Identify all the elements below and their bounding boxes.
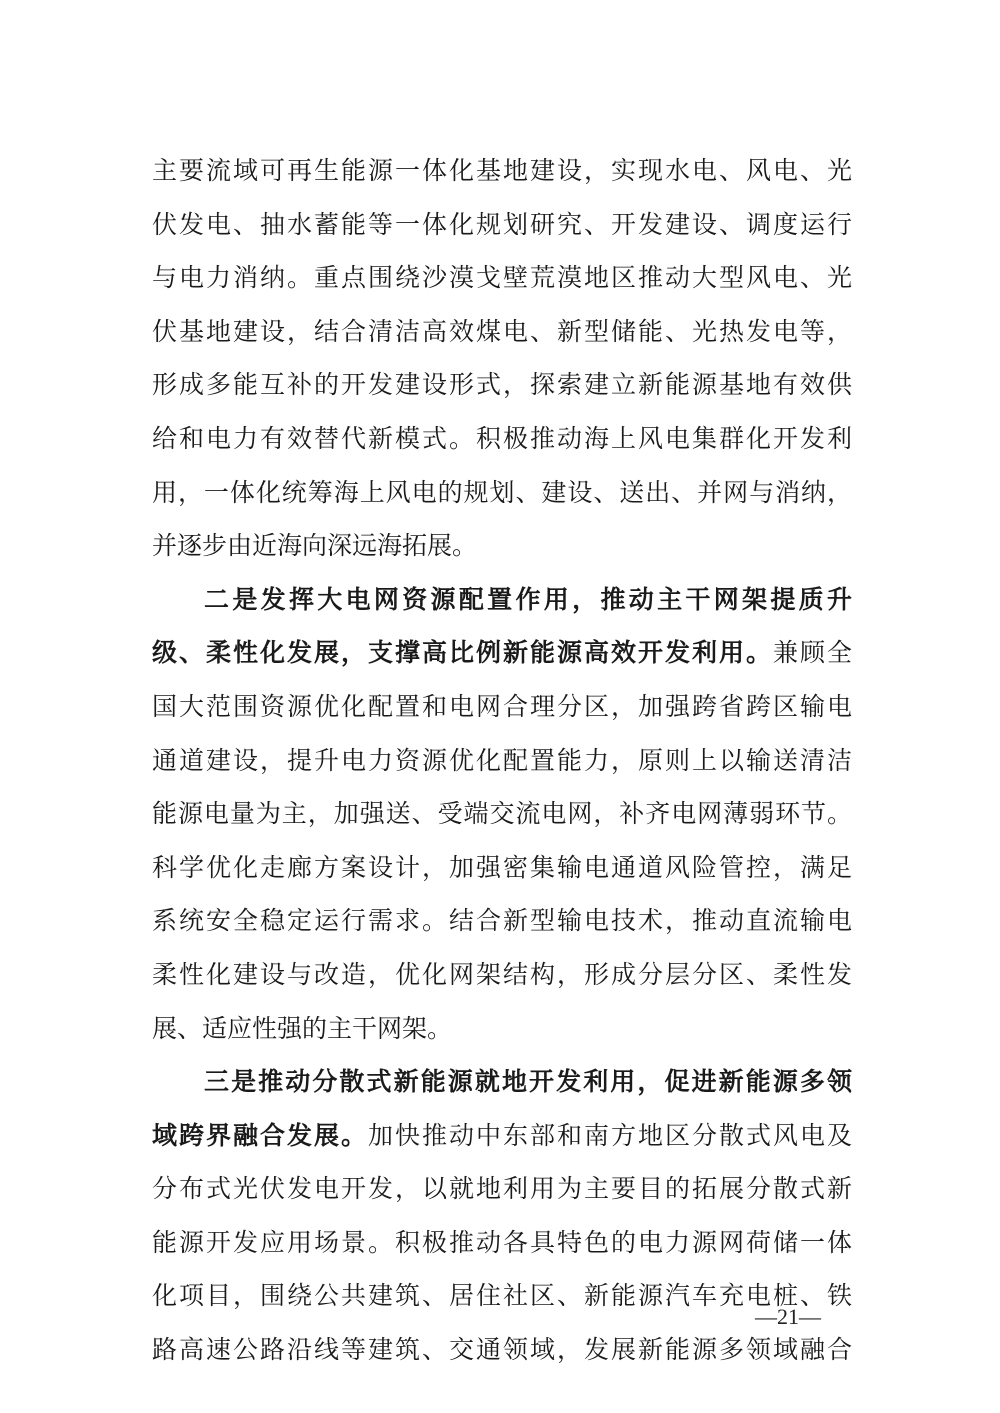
paragraph-1: [152, 144, 852, 573]
text-line: 分布式光伏发电开发，以就地利用为主要目的拓展分散式新: [152, 1174, 852, 1204]
text-line: [152, 1109, 852, 1163]
page-number: —21—: [755, 1304, 821, 1329]
text-line: [152, 1055, 852, 1109]
text-line: 伏发电、抽水蓄能等一体化规划研究、开发建设、调度运行: [152, 209, 852, 239]
bold-heading-text: 二是发挥大电网资源配置作用，推动主干网架提质升: [204, 584, 852, 614]
text-line: 科学优化走廊方案设计，加强密集输电通道风险管控，满足: [152, 852, 852, 882]
text-line: 化项目，围绕公共建筑、居住社区、新能源汽车充电桩、铁: [152, 1281, 852, 1311]
text-line: 能源电量为主，加强送、受端交流电网，补齐电网薄弱环节。: [152, 799, 852, 829]
text-line: 国大范围资源优化配置和电网合理分区，加强跨省跨区输电: [152, 691, 852, 721]
text-line: 并逐步由近海向深远海拓展。: [152, 531, 478, 561]
text-run: 加快推动中东部和南方地区分散式风电及: [368, 1120, 852, 1150]
text-line: [152, 573, 852, 627]
body-text: [152, 144, 852, 1377]
text-line: 用，一体化统筹海上风电的规划、建设、送出、并网与消纳，: [152, 477, 852, 507]
paragraph-2: [152, 573, 852, 1055]
text-line: [152, 626, 852, 680]
text-line: 伏基地建设，结合清洁高效煤电、新型储能、光热发电等，: [152, 316, 852, 346]
text-line: 能源开发应用场景。积极推动各具特色的电力源网荷储一体: [152, 1227, 852, 1257]
text-line: 给和电力有效替代新模式。积极推动海上风电集群化开发利: [152, 423, 852, 453]
paragraph-3: [152, 1055, 852, 1377]
text-line: 柔性化建设与改造，优化网架结构，形成分层分区、柔性发: [152, 959, 852, 989]
text-line: 形成多能互补的开发建设形式，探索建立新能源基地有效供: [152, 370, 852, 400]
bold-heading-text: 域跨界融合发展。: [152, 1120, 368, 1150]
bold-heading-text: 级、柔性化发展，支撑高比例新能源高效开发利用。: [152, 638, 773, 668]
text-line: 系统安全稳定运行需求。结合新型输电技术，推动直流输电: [152, 906, 852, 936]
text-run: 兼顾全: [772, 638, 852, 668]
text-line: 展、适应性强的主干网架。: [152, 1013, 453, 1043]
text-line: 与电力消纳。重点围绕沙漠戈壁荒漠地区推动大型风电、光: [152, 263, 852, 293]
text-line: 通道建设，提升电力资源优化配置能力，原则上以输送清洁: [152, 745, 852, 775]
text-line: 主要流域可再生能源一体化基地建设，实现水电、风电、光: [152, 156, 852, 185]
text-line: 路高速公路沿线等建筑、交通领域，发展新能源多领域融合: [152, 1335, 852, 1365]
bold-heading-text: 三是推动分散式新能源就地开发利用，促进新能源多领: [204, 1067, 852, 1097]
